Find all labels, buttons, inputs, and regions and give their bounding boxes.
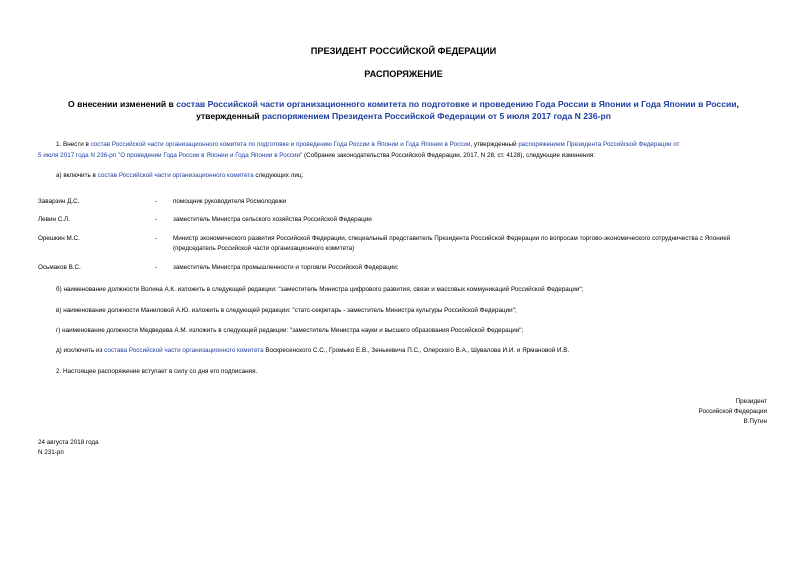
member-dash: -	[155, 216, 158, 223]
member-position-note: (председатель Российской части организационного комитета)	[173, 245, 355, 252]
document-title-line-2	[0, 111, 807, 121]
signature-title: Президент	[735, 398, 767, 405]
link-order-236-continued[interactable]: 5 июля 2017 года N 236-рп "О проведении Года России в Японии и Года Японии в России"	[38, 152, 303, 159]
signature-name: В.Путин	[743, 418, 767, 425]
member-name: Орешкин М.С.	[38, 235, 80, 242]
paragraph-1-line-1	[56, 141, 680, 148]
member-name: Заварзин Д.С.	[38, 198, 80, 205]
paragraph-text: (Собрание законодательства Российской Федерации, 2017, N 28, ст. 4128), следующие изменения:	[302, 152, 596, 159]
member-dash: -	[155, 198, 158, 205]
document-title-line-1	[0, 99, 807, 109]
member-dash: -	[155, 264, 158, 271]
title-text: утвержденный	[196, 111, 262, 121]
paragraph-b: б) наименование должности Волина А.К. изложить в следующей редакции: "заместитель Министра цифрового развития, связи и массовых коммуникаций Российской Федерации";	[56, 286, 584, 293]
title-link-order-236[interactable]: распоряжением Президента Российской Федерации от 5 июля 2017 года N 236-рп	[261, 111, 611, 121]
paragraph-d	[56, 347, 569, 354]
member-name: Левин С.Л.	[38, 216, 70, 223]
member-dash: -	[155, 235, 158, 242]
issuer-heading: ПРЕЗИДЕНТ РОССИЙСКОЙ ФЕДЕРАЦИИ	[310, 46, 497, 56]
paragraph-text: Воскресенского С.С., Громыко Е.В., Зенькевича П.С., Олерского В.А., Шувалова И.И. и Ярмановой И.В.	[263, 347, 570, 354]
paragraph-text: 1. Внести в	[56, 141, 91, 148]
member-position: Министр экономического развития Российской Федерации, специальный представитель Президента Российской Федерации по вопросам торгово-экономического сотрудничества с Японией	[173, 235, 731, 242]
member-name: Осьмаков В.С.	[38, 264, 81, 271]
title-text: ,	[736, 99, 739, 109]
document-type-heading: РАСПОРЯЖЕНИЕ	[364, 69, 443, 79]
paragraph-text: , утвержденный	[470, 141, 519, 148]
title-link-committee[interactable]: состав Российской части организационного комитета по подготовке и проведению Года России в Японии и Года Японии в России	[176, 99, 737, 109]
title-text: О внесении изменений в	[68, 99, 177, 109]
member-position: заместитель Министра сельского хозяйства Российской Федерации	[173, 216, 372, 223]
paragraph-text: следующих лиц:	[253, 172, 304, 179]
paragraph-text: а) включить в	[56, 172, 98, 179]
paragraph-1-line-2	[38, 152, 595, 159]
member-position: заместитель Министра промышленности и торговли Российской Федерации;	[173, 264, 399, 271]
document-date: 24 августа 2018 года	[38, 439, 99, 446]
link-committee-composition-d[interactable]: состава Российской части организационного комитета	[104, 347, 264, 354]
paragraph-text: д) исключить из	[56, 347, 105, 354]
paragraph-v: в) наименование должности Маниловой А.Ю. изложить в следующей редакции: "статс-секретарь - заместитель Министра культуры Российской Федерации";	[56, 307, 517, 314]
link-order-236[interactable]: распоряжением Президента Российской Федерации от	[518, 141, 680, 148]
link-committee-composition-a[interactable]: состав Российской части организационного комитета	[97, 172, 254, 179]
paragraph-a	[56, 172, 303, 179]
paragraph-g: г) наименование должности Медведева А.М. изложить в следующей редакции: "заместитель Министра науки и высшего образования Российской Федерации";	[56, 327, 524, 334]
member-position: помощник руководителя Росмолодежи	[173, 198, 287, 205]
document-number: N 231-рп	[38, 449, 64, 456]
paragraph-2: 2. Настоящее распоряжение вступает в силу со дня его подписания.	[56, 368, 258, 375]
link-committee-composition[interactable]: состав Российской части организационного комитета по подготовке и проведению Года России в Японии и Года Японии в России	[90, 141, 471, 148]
signature-country: Российской Федерации	[698, 408, 767, 415]
